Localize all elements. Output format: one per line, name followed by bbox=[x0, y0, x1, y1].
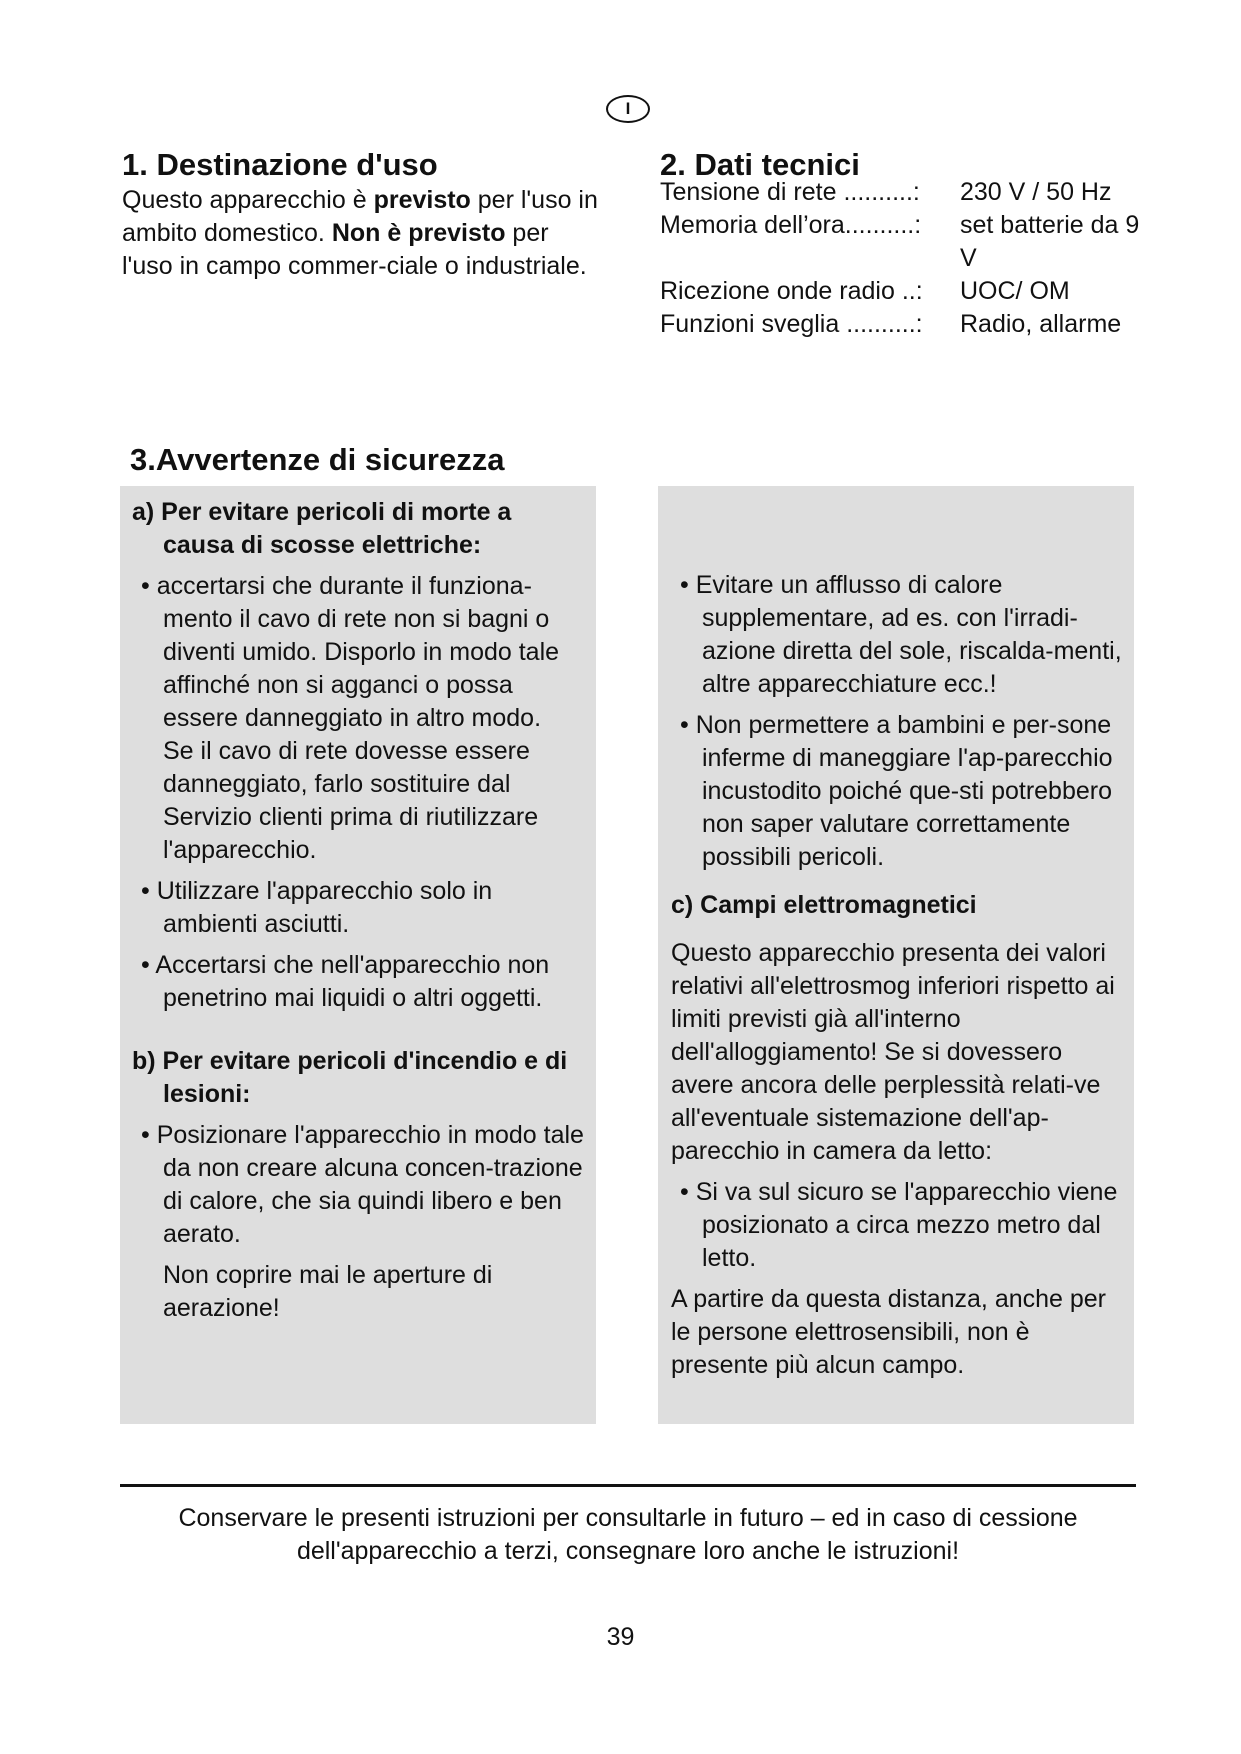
section-title-intended-use: 1. Destinazione d'uso bbox=[122, 147, 438, 182]
warning-bullet: • accertarsi che durante il funziona-mento il cavo di rete non si bagni o diventi umido. Disporlo in modo tale affinché non si agganci o possa essere danneggiato in altro modo. bbox=[141, 572, 560, 732]
warning-bullet: • Si va sul sicuro se l'apparecchio viene posizionato a circa mezzo metro dal letto. bbox=[680, 1178, 1118, 1272]
subsection-title-fire-injury: b) Per evitare pericoli d'incendio e di lesioni: bbox=[132, 1047, 568, 1108]
safety-panel-right bbox=[658, 486, 1134, 1424]
warning-bullet: • Non permettere a bambini e per-sone inferme di maneggiare l'ap-parecchio incustodito poiché que-sti potrebbero non saper valutare correttamente possibili pericoli. bbox=[680, 711, 1113, 871]
spec-value: UOC/ OM bbox=[960, 277, 1070, 305]
footer-note: Conservare le presenti istruzioni per consultarle in futuro – ed in caso di cessione dell'apparecchio a terzi, consegnare loro anche le istruzioni! bbox=[178, 1504, 1078, 1565]
spec-value: set batterie da 9 V bbox=[960, 211, 1140, 272]
page-number: 39 bbox=[606, 1623, 635, 1651]
safety-panel-left bbox=[120, 486, 596, 1424]
section-title-safety-warnings: 3.Avvertenze di sicurezza bbox=[130, 442, 505, 477]
warning-bullet: • Posizionare l'apparecchio in modo tale da non creare alcuna concen-trazione di calore, che sia quindi libero e ben aerato. bbox=[141, 1121, 584, 1248]
intended-use-bold-part: previsto bbox=[373, 186, 471, 214]
intended-use-text-part: per l'uso in campo commer-ciale o industriale. bbox=[122, 219, 587, 280]
warning-bullet: • Evitare un afflusso di calore supplementare, ad es. con l'irradi-azione diretta del sole, riscalda-menti, altre apparecchiature ecc.! bbox=[680, 571, 1122, 698]
spec-row bbox=[660, 209, 1140, 275]
intended-use-text bbox=[122, 184, 602, 283]
intended-use-text-part: Questo apparecchio è bbox=[122, 186, 374, 214]
spec-label: Tensione di rete ..........: bbox=[660, 178, 920, 206]
spec-label: Ricezione onde radio ..: bbox=[660, 277, 923, 305]
subsection-title-electric-shock: a) Per evitare pericoli di morte a causa di scosse elettriche: bbox=[132, 498, 512, 559]
intended-use-bold-part: Non è previsto bbox=[331, 219, 506, 247]
intended-use-text-part: per l'uso in ambito domestico. bbox=[122, 186, 598, 247]
warning-note: Non coprire mai le aperture di aerazione! bbox=[163, 1261, 493, 1322]
electromagnetic-closing: A partire da questa distanza, anche per le persone elettrosensibili, non è presente più alcun campo. bbox=[671, 1285, 1107, 1379]
technical-data-list bbox=[660, 176, 1140, 341]
spec-label: Funzioni sveglia ..........: bbox=[660, 310, 923, 338]
language-badge: I bbox=[606, 95, 650, 123]
spec-value: 230 V / 50 Hz bbox=[960, 178, 1112, 206]
footer-divider bbox=[120, 1484, 1136, 1487]
spec-row bbox=[660, 308, 1140, 341]
spec-row bbox=[660, 176, 1140, 209]
spec-label: Memoria dell’ora..........: bbox=[660, 211, 922, 239]
warning-bullet: • Utilizzare l'apparecchio solo in ambienti asciutti. bbox=[141, 877, 493, 938]
spec-row bbox=[660, 275, 1140, 308]
spec-value: Radio, allarme bbox=[960, 310, 1122, 338]
subsection-title-electromagnetic-fields: c) Campi elettromagnetici bbox=[671, 891, 977, 919]
warning-bullet: • Accertarsi che nell'apparecchio non penetrino mai liquidi o altri oggetti. bbox=[141, 951, 550, 1012]
warning-continuation: Se il cavo di rete dovesse essere danneggiato, farlo sostituire dal Servizio clienti prima di riutilizzare l'apparecchio. bbox=[163, 737, 539, 864]
electromagnetic-text: Questo apparecchio presenta dei valori relativi all'elettrosmog inferiori rispetto ai limiti previsti già all'interno dell'alloggiamento! Se si dovessero avere ancora delle perplessità relati-ve all'eventuale sistemazione dell'ap-parecchio in camera da letto: bbox=[671, 939, 1115, 1165]
section-title-technical-data: 2. Dati tecnici bbox=[660, 147, 860, 182]
